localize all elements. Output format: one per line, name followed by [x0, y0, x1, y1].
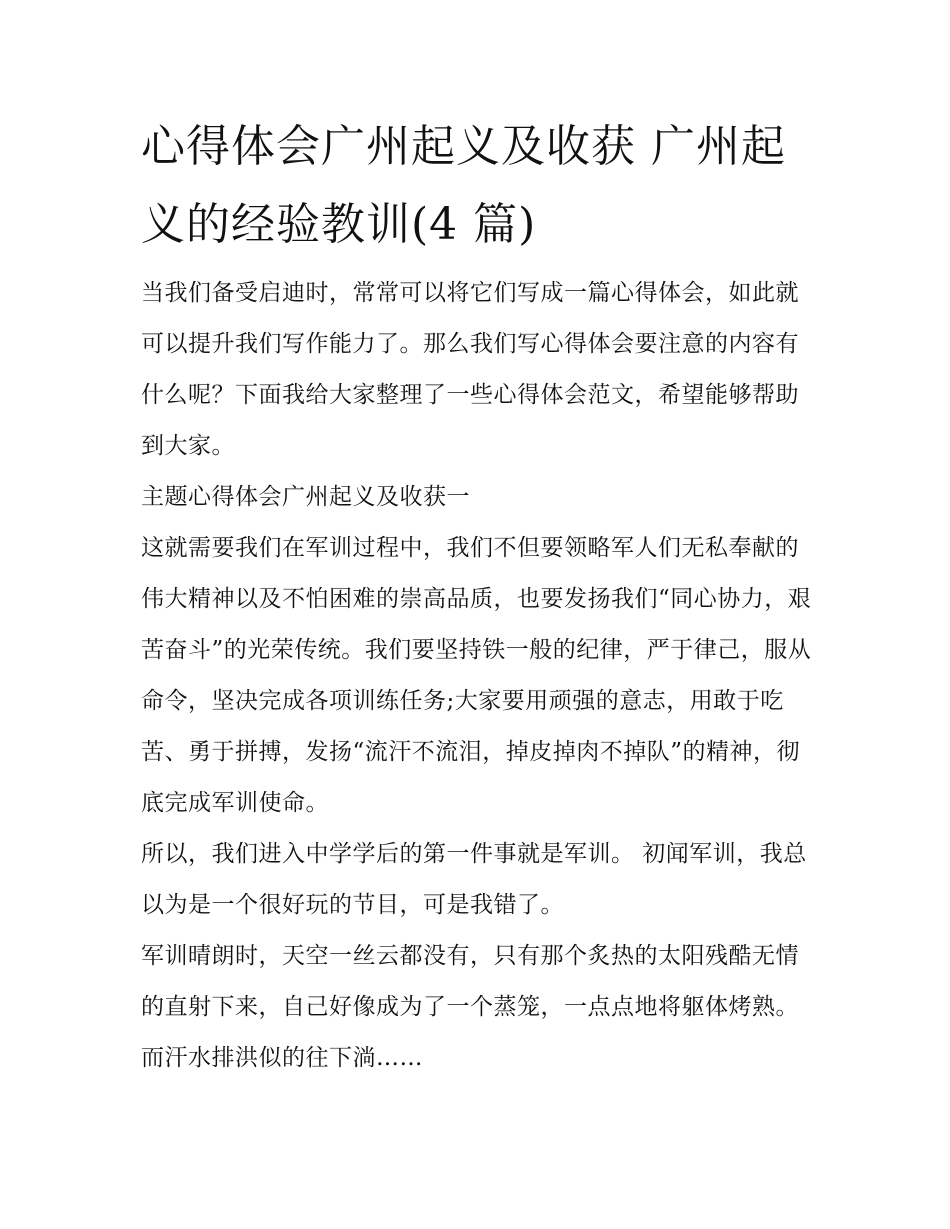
section-heading: 主题心得体会广州起义及收获一: [141, 484, 470, 510]
body-paragraph: 这就需要我们在军训过程中，我们不但要领略军人们无私奉献的伟大精神以及不怕困难的崇高品质，也要发扬我们“同心协力，艰苦奋斗”的光荣传统。我们要坚持铁一般的纪律，严于律己，服从命令，坚决完成各项训练任务;大家要用顽强的意志，用敢于吃苦、勇于拼搏，发扬“流汗不流泪，掉皮掉肉不掉队”的精神，彻底完成军训使命。: [141, 535, 812, 816]
body-paragraph: 所以，我们进入中学学后的第一件事就是军训。 初闻军训，我总以为是一个很好玩的节目，可是我错了。: [141, 841, 807, 918]
document-title: 心得体会广州起义及收获 广州起义的经验教训(4 篇): [141, 121, 786, 250]
document-page: [141, 108, 821, 1084]
intro-paragraph: 当我们备受启迪时，常常可以将它们写成一篇心得体会，如此就可以提升我们写作能力了。那么我们写心得体会要注意的内容有什么呢？下面我给大家整理了一些心得体会范文，希望能够帮助到大家。: [141, 280, 799, 459]
body-paragraph: 军训晴朗时，天空一丝云都没有，只有那个炙热的太阳残酷无情的直射下来，自己好像成为了一个蒸笼，一点点地将躯体烤熟。而汗水排洪似的往下淌……: [141, 943, 799, 1071]
